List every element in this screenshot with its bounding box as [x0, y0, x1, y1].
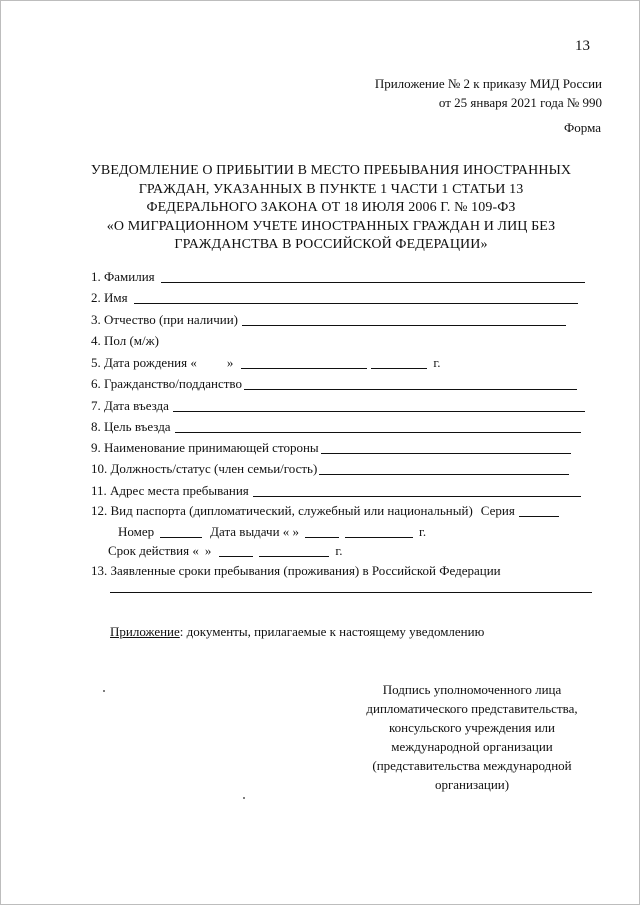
scan-speck: [103, 690, 105, 692]
field-host: [91, 437, 571, 456]
field-passport-type: [91, 500, 559, 519]
appendix-label: Приложение: [110, 624, 180, 639]
scan-speck: [243, 797, 245, 799]
field-citizenship: [91, 373, 577, 392]
signature-line: (представительства международной: [372, 758, 572, 773]
title-line: УВЕДОМЛЕНИЕ О ПРИБЫТИИ В МЕСТО ПРЕБЫВАНИЯ ИНОСТРАННЫХ: [90, 163, 572, 178]
signature-block: [342, 680, 602, 794]
name-input-line[interactable]: [134, 290, 578, 304]
field-passport-number: [118, 521, 426, 540]
birth-month-input-line[interactable]: [241, 355, 367, 369]
field-entry-date-label: 7. Дата въезда: [91, 398, 169, 413]
field-passport-validity: [108, 540, 342, 559]
field-passport-type-label: 12. Вид паспорта (дипломатический, служебный или национальный): [91, 503, 473, 518]
passport-validity-year-suffix: г.: [335, 543, 343, 558]
annex-reference: [375, 74, 602, 112]
passport-number-label: Номер: [118, 524, 155, 539]
field-name: [91, 287, 578, 306]
entry-purpose-input-line[interactable]: [175, 419, 581, 433]
annex-line-2: от 25 января 2021 года № 990: [438, 95, 602, 110]
field-declared-stay-label: 13. Заявленные сроки пребывания (проживания) в Российской Федерации: [91, 563, 501, 578]
title-line: ФЕДЕРАЛЬНОГО ЗАКОНА ОТ 18 ИЮЛЯ 2006 Г. № 109-ФЗ: [146, 200, 516, 215]
appendix-text: : документы, прилагаемые к настоящему уведомлению: [179, 624, 485, 639]
document-title: [82, 162, 580, 255]
signature-line: международной организации: [391, 739, 553, 754]
field-position-status: [91, 458, 569, 477]
birth-date-quote: »: [226, 355, 234, 370]
birth-year-input-line[interactable]: [371, 355, 427, 369]
birth-year-suffix: г.: [433, 355, 441, 370]
title-line: ГРАЖДАНСТВА В РОССИЙСКОЙ ФЕДЕРАЦИИ»: [174, 237, 488, 252]
passport-issue-month-input-line[interactable]: [305, 524, 339, 538]
field-surname-label: 1. Фамилия: [91, 269, 155, 284]
title-line: ГРАЖДАН, УКАЗАННЫХ В ПУНКТЕ 1 ЧАСТИ 1 СТАТЬИ 13: [138, 181, 524, 197]
field-entry-date: [91, 395, 585, 414]
host-input-line[interactable]: [321, 440, 571, 454]
field-citizenship-label: 6. Гражданство/подданство: [91, 376, 242, 391]
page-number: 13: [575, 38, 590, 54]
patronymic-input-line[interactable]: [242, 312, 566, 326]
field-stay-address: [91, 480, 581, 499]
title-line: «О МИГРАЦИОННОМ УЧЕТЕ ИНОСТРАННЫХ ГРАЖДАН И ЛИЦ БЕЗ: [106, 218, 556, 234]
annex-line-1: Приложение № 2 к приказу МИД России: [374, 76, 602, 91]
passport-validity-label: Срок действия «: [108, 543, 199, 558]
field-patronymic: [91, 309, 566, 328]
form-label: Форма: [564, 120, 601, 135]
field-host-label: 9. Наименование принимающей стороны: [91, 440, 319, 455]
entry-date-input-line[interactable]: [173, 398, 585, 412]
passport-series-input-line[interactable]: [519, 503, 559, 517]
appendix-note: [110, 624, 484, 640]
passport-issue-year-suffix: г.: [419, 524, 427, 539]
field-sex-label: 4. Пол (м/ж): [91, 333, 159, 348]
field-birth-date-label: 5. Дата рождения «: [91, 355, 197, 370]
surname-input-line[interactable]: [161, 269, 585, 283]
field-patronymic-label: 3. Отчество (при наличии): [91, 312, 239, 327]
signature-line: организации): [434, 777, 510, 792]
passport-validity-quote: »: [204, 543, 212, 558]
signature-line: консульского учреждения или: [389, 720, 555, 735]
passport-issue-date-label: Дата выдачи « »: [210, 524, 300, 539]
passport-issue-year-input-line[interactable]: [345, 524, 413, 538]
field-entry-purpose: [91, 416, 581, 435]
citizenship-input-line[interactable]: [244, 376, 577, 390]
field-declared-stay: [91, 560, 501, 579]
passport-validity-year-input-line[interactable]: [259, 543, 329, 557]
field-name-label: 2. Имя: [91, 290, 128, 305]
passport-validity-day-input-line[interactable]: [219, 543, 253, 557]
field-surname: [91, 266, 585, 285]
field-sex: [91, 330, 159, 349]
signature-line: дипломатического представительства,: [366, 701, 578, 716]
field-birth-date: [91, 352, 440, 371]
declared-stay-input-line[interactable]: [110, 592, 592, 593]
passport-number-input-line[interactable]: [160, 524, 202, 538]
field-entry-purpose-label: 8. Цель въезда: [91, 419, 171, 434]
field-position-status-label: 10. Должность/статус (член семьи/гость): [91, 461, 318, 476]
position-status-input-line[interactable]: [319, 461, 569, 475]
field-stay-address-label: 11. Адрес места пребывания: [91, 483, 249, 498]
signature-line: Подпись уполномоченного лица: [382, 682, 562, 697]
stay-address-input-line[interactable]: [253, 483, 581, 497]
passport-series-label: Серия: [480, 503, 515, 518]
